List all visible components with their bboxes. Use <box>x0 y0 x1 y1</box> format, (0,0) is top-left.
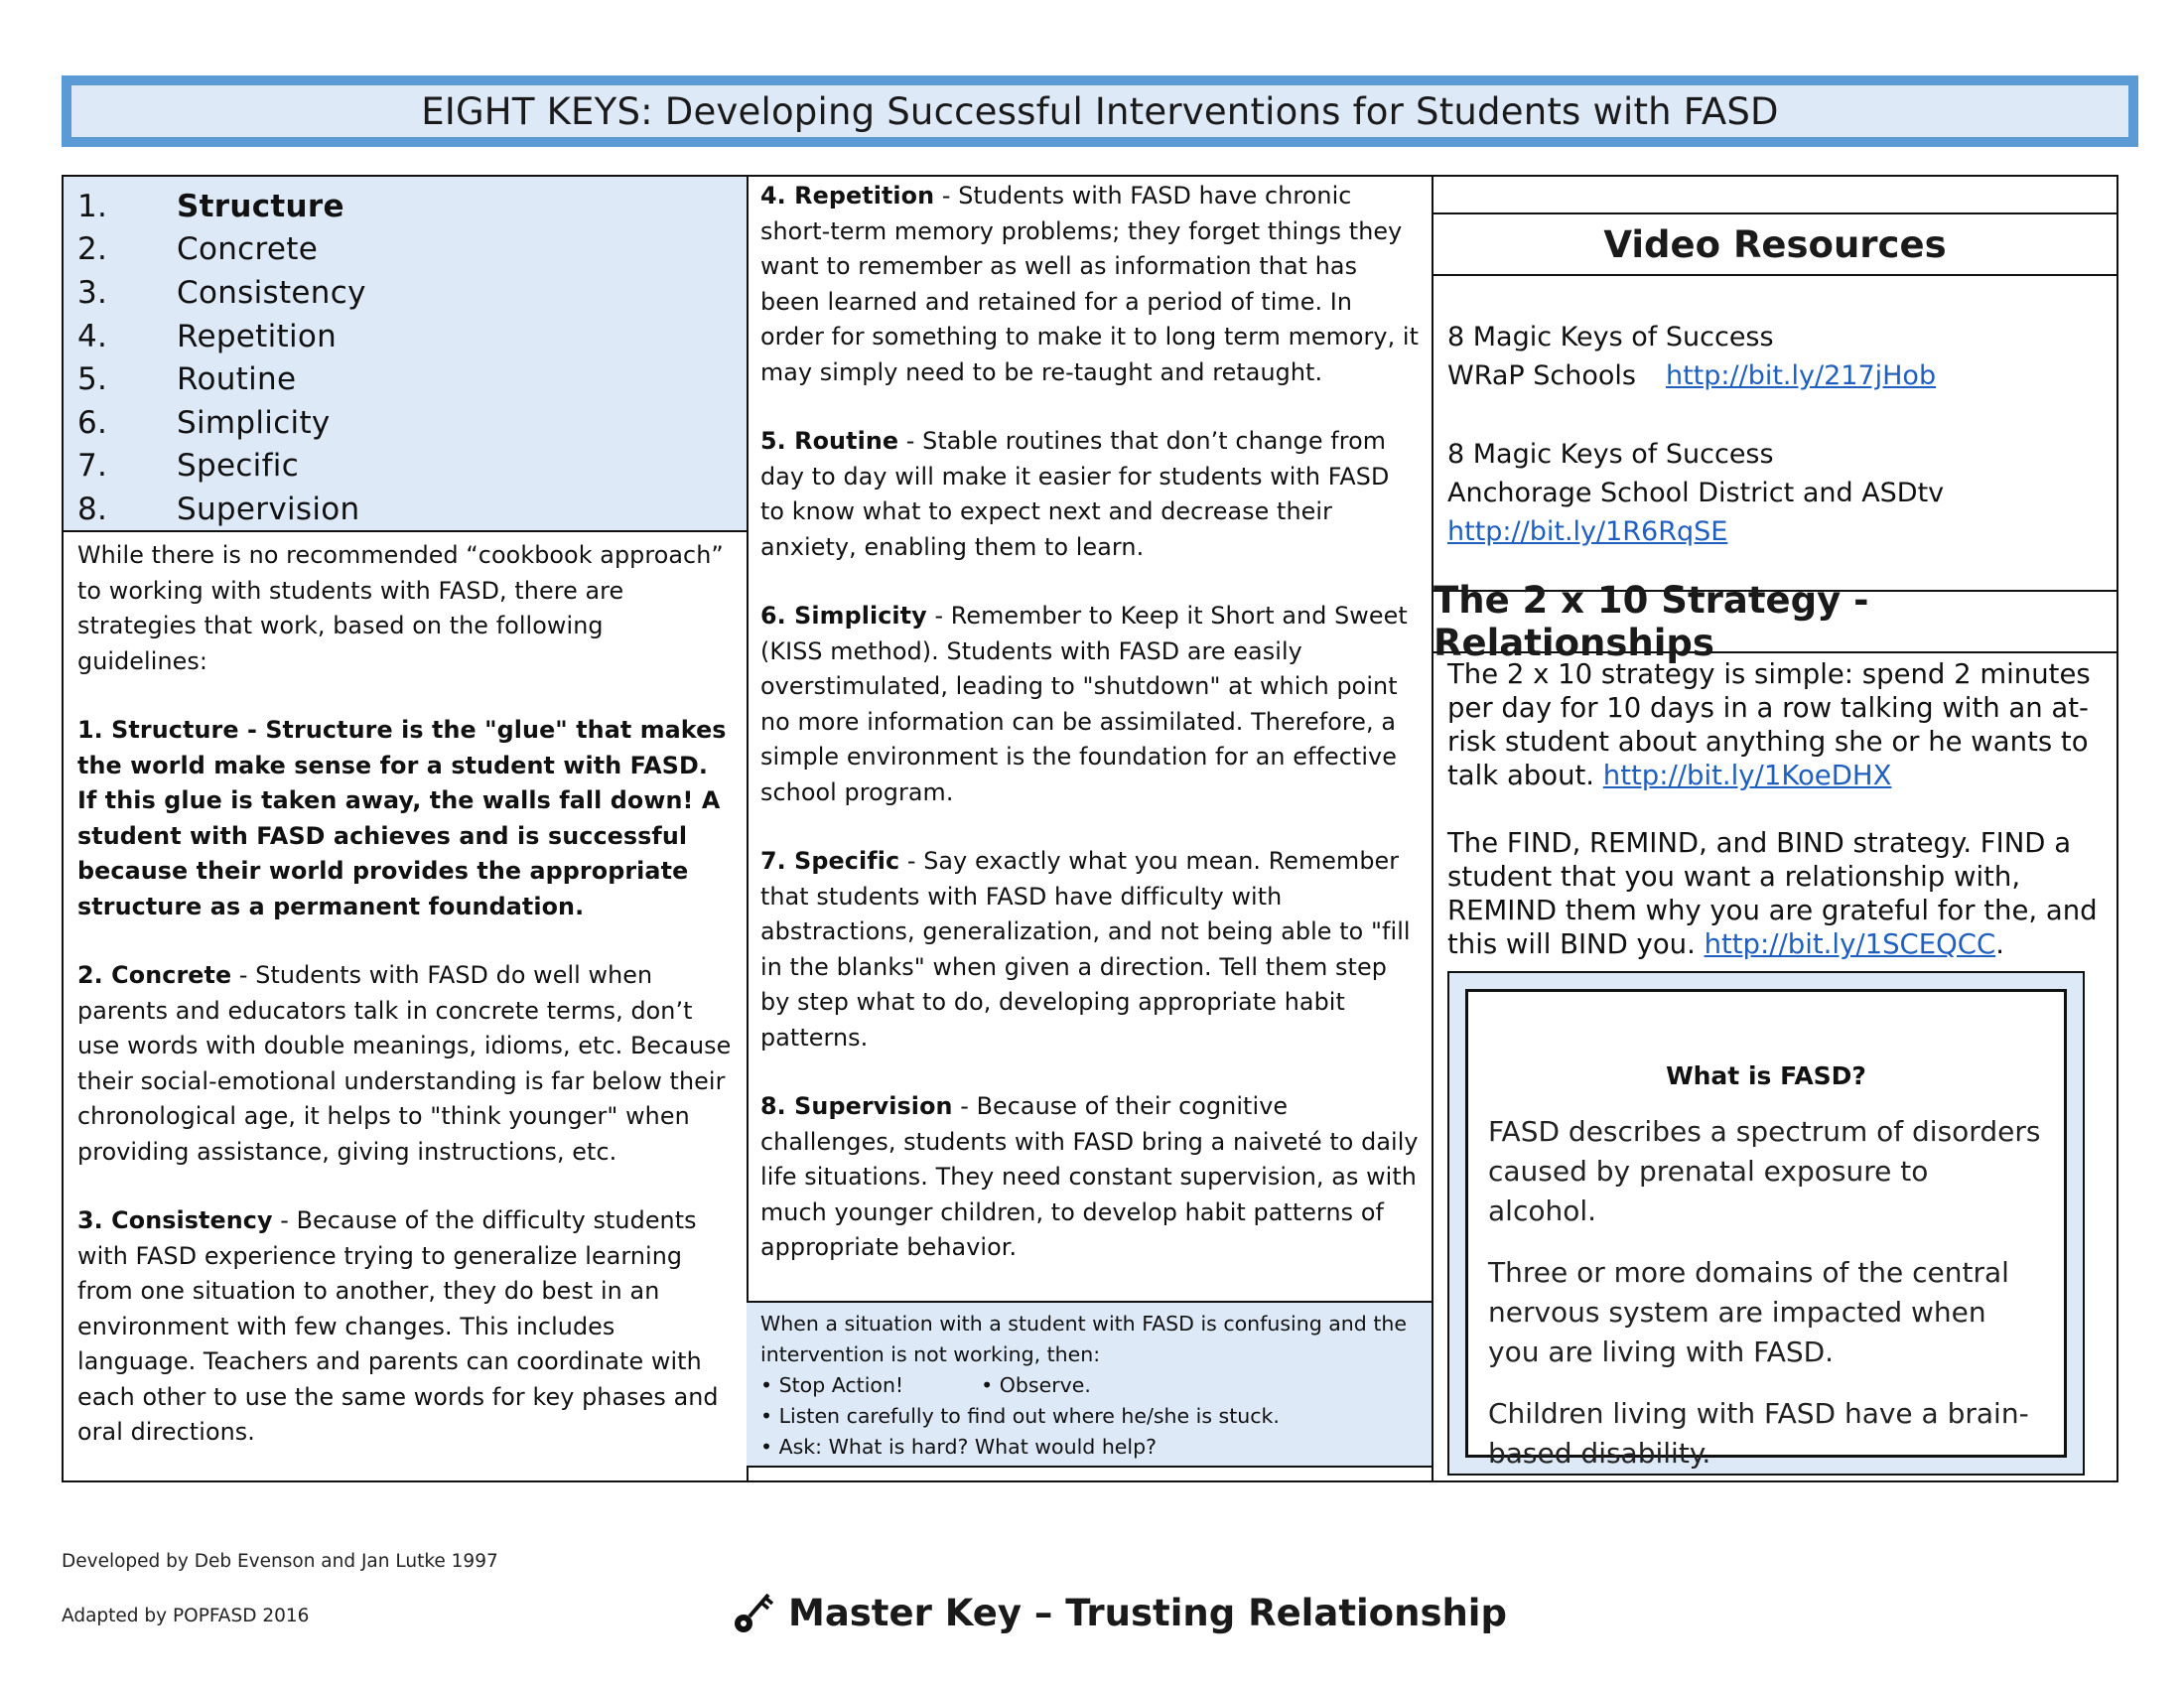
simplicity-paragraph <box>760 599 1420 810</box>
key-icon <box>731 1589 776 1636</box>
list-item <box>77 185 747 228</box>
fasd-title: What is FASD? <box>1666 1061 1866 1090</box>
video1-link[interactable]: http://bit.ly/217jHob <box>1665 360 1937 391</box>
key-label: Repetition <box>177 318 338 354</box>
list-item <box>77 315 747 358</box>
routine-body: - Stable routines that don’t change from day to day will make it easier for students with FASD to know what to expect next and decrease their anxiety, enabling them to learn. <box>760 427 1390 561</box>
adapted-by: Adapted by POPFASD 2016 <box>62 1606 310 1626</box>
what-is-fasd-box <box>1447 971 2085 1476</box>
column-right <box>1432 175 2118 1482</box>
structure-paragraph: 1. Structure - Structure is the "glue" that makes the world make sense for a student with FASD. If this glue is taken away, the walls fall down! A student with FASD achieves and is successful because their world provides the appropriate structure as a permanent foundation. <box>77 716 727 920</box>
key-label: Routine <box>177 361 297 398</box>
callout-row <box>760 1370 1420 1401</box>
callout-bullet: • Ask: What is hard? What would help? <box>760 1435 1158 1459</box>
video1-source <box>1447 356 2103 395</box>
key-label: Consistency <box>177 274 366 311</box>
strategy-p2-text: The FIND, REMIND, and BIND strategy. FIND a student that you want a relationship with, REMIND them why you are grateful for the, and this will BIND you. <box>1447 827 2098 960</box>
strategy-text <box>1433 653 2116 961</box>
master-key <box>731 1589 1507 1636</box>
key-label: Supervision <box>177 491 360 527</box>
column-left <box>62 175 749 1482</box>
routine-paragraph <box>760 424 1420 565</box>
key-number: 2. <box>77 231 108 268</box>
list-item <box>77 228 747 272</box>
concrete-body: - Students with FASD do well when parents and educators talk in concrete terms, don’t use words with double meanings, idioms, etc. Because their social-emotional understanding is far below their chronological age, it helps to "think younger" when providing assistance, giving instructions, etc. <box>77 961 732 1166</box>
video2-title: 8 Magic Keys of Success <box>1447 439 1774 470</box>
guidelines-text <box>64 532 747 1451</box>
fasd-paragraph: Three or more domains of the central nervous system are impacted when you are living with FASD. <box>1488 1256 2009 1368</box>
page-title: EIGHT KEYS: Developing Successful Interventions for Students with FASD <box>71 85 2128 137</box>
video-resources-title: Video Resources <box>1433 214 2116 276</box>
supervision-heading: 8. Supervision <box>760 1092 953 1120</box>
key-number: 8. <box>77 491 108 527</box>
callout-bullet: • Stop Action! <box>760 1373 904 1397</box>
master-key-text: Master Key – Trusting Relationship <box>788 1591 1507 1634</box>
consistency-paragraph <box>77 1203 733 1451</box>
list-item <box>77 271 747 315</box>
strategy-p2-end: . <box>1995 928 2004 960</box>
callout-intro: When a situation with a student with FASD is confusing and the intervention is not working, then: <box>760 1312 1407 1366</box>
header-bar <box>62 75 2138 147</box>
list-item <box>77 401 747 445</box>
supervision-body: - Because of their cognitive challenges, students with FASD bring a naiveté to daily life situations. They need constant supervision, as with much younger children, to develop habit patterns of appropriate behavior. <box>760 1092 1419 1261</box>
key-number: 5. <box>77 361 108 398</box>
key-number: 4. <box>77 318 108 354</box>
strategy-link-2[interactable]: http://bit.ly/1SCEQCC <box>1704 928 1996 960</box>
list-item <box>77 488 747 531</box>
simplicity-body: - Remember to Keep it Short and Sweet (KISS method). Students with FASD are easily overstimulated, leading to "shutdown" at which point no more information can be assimilated. Therefore, a simple environment is the foundation for an effective school program. <box>760 602 1408 806</box>
callout-bullet: • Listen carefully to find out where he/she is stuck. <box>760 1404 1280 1428</box>
key-label: Concrete <box>177 231 319 268</box>
repetition-heading: 4. Repetition <box>760 182 935 210</box>
strategy-link-1[interactable]: http://bit.ly/1KoeDHX <box>1602 760 1892 791</box>
strategy-p1-text: The 2 x 10 strategy is simple: spend 2 minutes per day for 10 days in a row talking with an at-risk student about anything she or he wants to talk about. <box>1447 658 2091 791</box>
strategy-title: The 2 x 10 Strategy - Relationships <box>1433 592 2116 653</box>
key-label: Specific <box>177 448 300 485</box>
specific-heading: 7. Specific <box>760 847 900 875</box>
strategy-paragraph-1 <box>1447 657 2103 792</box>
intro-paragraph: While there is no recommended “cookbook approach” to working with students with FASD, there are strategies that work, based on the following guidelines: <box>77 541 724 675</box>
key-number: 7. <box>77 448 108 485</box>
repetition-body: - Students with FASD have chronic short-term memory problems; they forget things they want to remember as well as information that has been learned and retained for a period of time. In order for something to make it to long term memory, it may simply need to be re-taught and retaught. <box>760 182 1420 386</box>
developed-by: Developed by Deb Evenson and Jan Lutke 1997 <box>62 1551 498 1572</box>
strategy-paragraph-2 <box>1447 826 2103 961</box>
keys-descriptions <box>747 179 1433 1300</box>
video1-source-label: WRaP Schools <box>1447 360 1636 391</box>
column-middle <box>747 175 1433 1482</box>
fasd-paragraph: FASD describes a spectrum of disorders caused by prenatal exposure to alcohol. <box>1488 1115 2041 1227</box>
consistency-heading: 3. Consistency <box>77 1206 273 1234</box>
video-resources <box>1433 276 2116 592</box>
consistency-body: - Because of the difficulty students with FASD experience trying to generalize learning from one situation to another, they do best in an environment with few changes. This includes language. Teachers and parents can coordinate with each other to use the same words for key phases and oral directions. <box>77 1206 719 1446</box>
what-is-fasd-inner <box>1465 989 2067 1470</box>
key-number: 6. <box>77 404 108 441</box>
specific-paragraph <box>760 844 1420 1055</box>
repetition-paragraph <box>760 179 1420 390</box>
video2-source: Anchorage School District and ASDtv <box>1447 478 1945 508</box>
simplicity-heading: 6. Simplicity <box>760 602 927 630</box>
callout-bullet: • Observe. <box>981 1373 1091 1397</box>
video2-link[interactable]: http://bit.ly/1R6RqSE <box>1447 516 1728 547</box>
concrete-heading: 2. Concrete <box>77 961 232 989</box>
concrete-paragraph <box>77 958 733 1170</box>
intervention-callout <box>747 1301 1433 1468</box>
key-label: Simplicity <box>177 404 331 441</box>
specific-body: - Say exactly what you mean. Remember that students with FASD have difficulty with abstractions, generalization, and not being able to "fill in the blanks" when given a direction. Tell them step by step what to do, developing appropriate habit patterns. <box>760 847 1411 1052</box>
key-number: 1. <box>77 188 108 224</box>
keys-list <box>64 177 747 532</box>
top-band <box>1433 177 2116 214</box>
key-number: 3. <box>77 274 108 311</box>
list-item <box>77 357 747 401</box>
supervision-paragraph <box>760 1089 1420 1266</box>
video1-title: 8 Magic Keys of Success <box>1447 322 1774 352</box>
routine-heading: 5. Routine <box>760 427 899 455</box>
fasd-paragraph: Children living with FASD have a brain-based disability. <box>1488 1397 2029 1470</box>
list-item <box>77 445 747 489</box>
key-label: Structure <box>177 188 344 224</box>
